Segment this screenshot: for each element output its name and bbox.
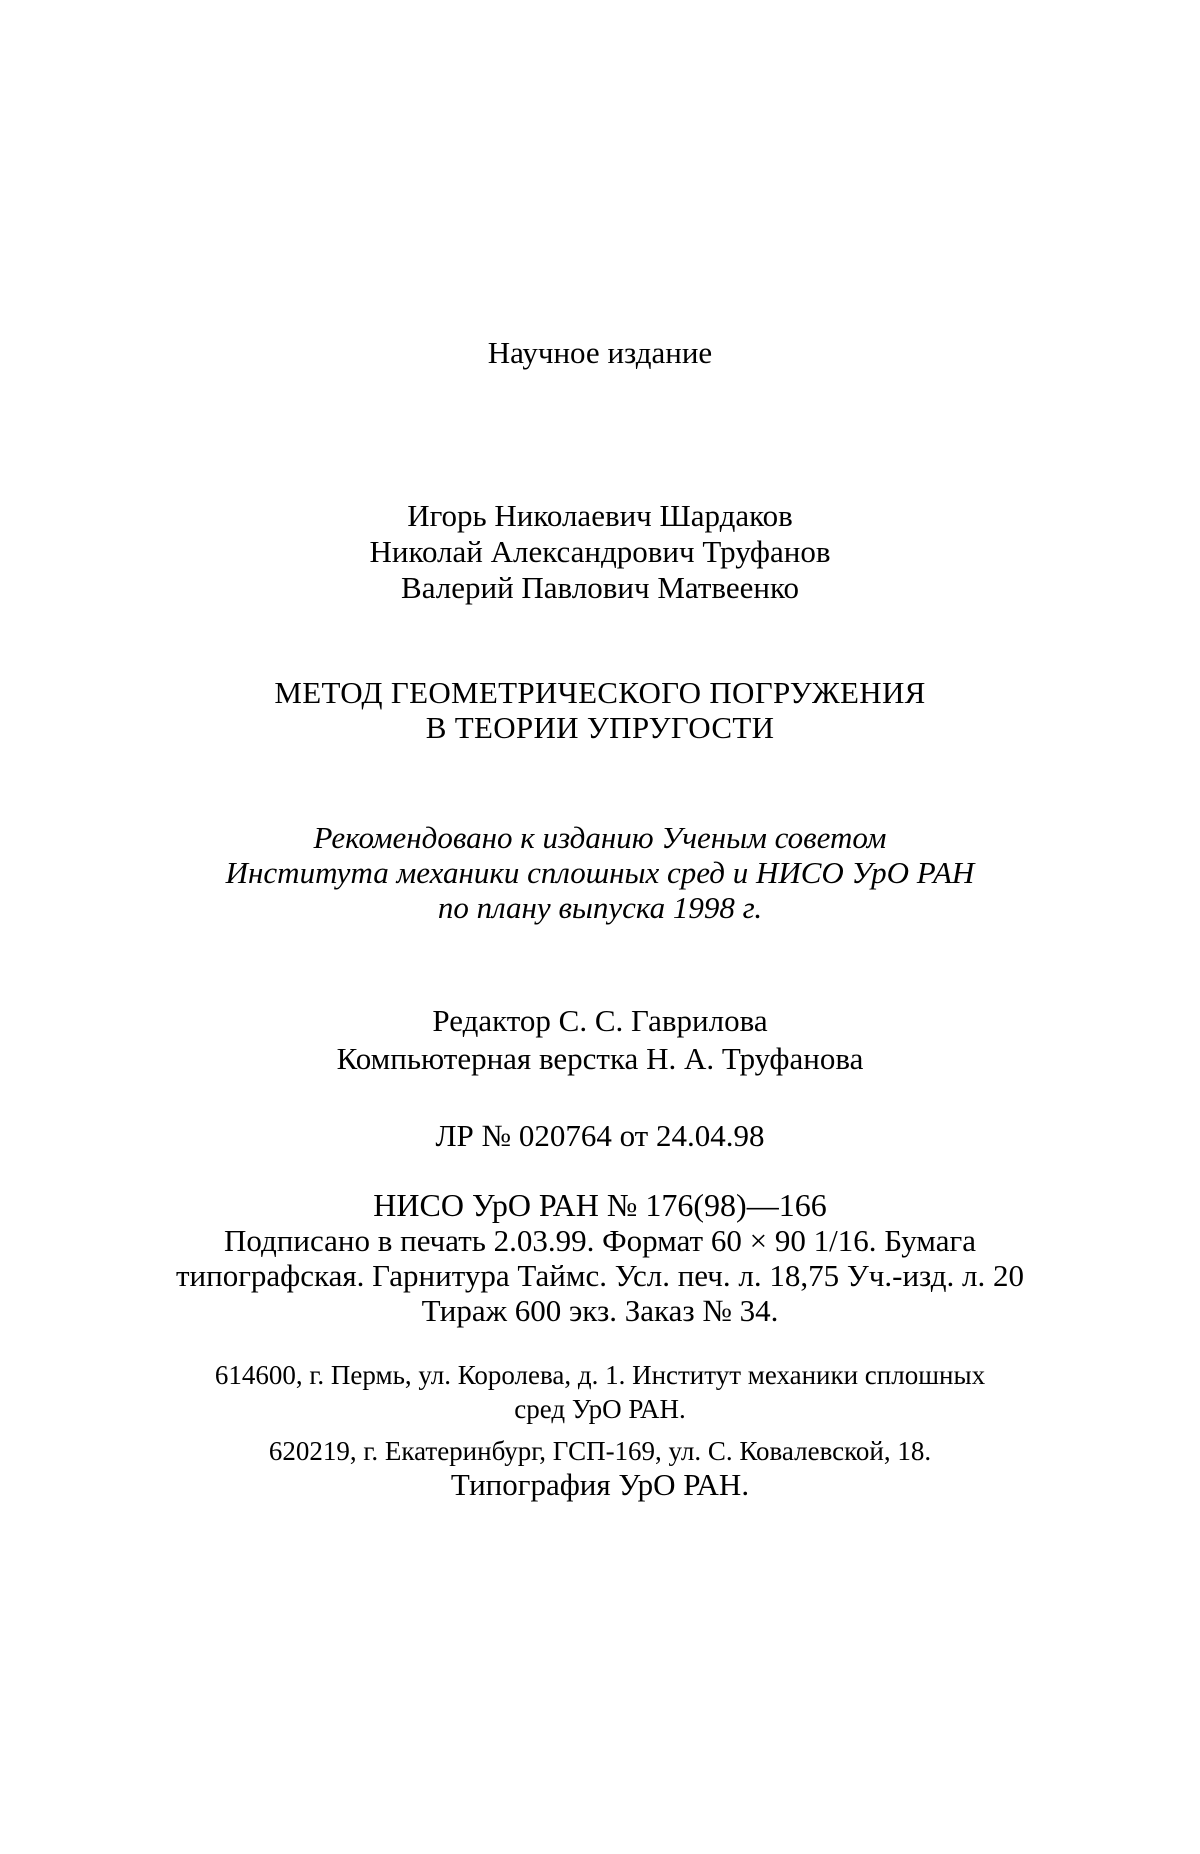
printing-house-address: 620219, г. Екатеринбург, ГСП-169, ул. С. Ковалевской, 18.	[268, 1436, 932, 1466]
author-name: Николай Александрович Труфанов	[369, 534, 831, 569]
author-name: Игорь Николаевич Шардаков	[407, 498, 793, 533]
recommendation-line: Института механики сплошных сред и НИСО УрО РАН	[225, 855, 975, 890]
license-text: ЛР № 020764 от 24.04.98	[435, 1118, 765, 1153]
institute-address: сред УрО РАН.	[514, 1394, 686, 1424]
publication-number: НИСО УрО РАН № 176(98)—166	[373, 1187, 827, 1223]
print-details-line: типографская. Гарнитура Таймс. Усл. печ. л. 18,75 Уч.-изд. л. 20	[175, 1258, 1024, 1293]
license-number	[0, 1118, 1200, 1154]
edition-type	[0, 335, 1200, 371]
recommendation-note	[0, 820, 1200, 925]
printing-house-name: Типография УрО РАН.	[450, 1467, 750, 1502]
institute-address: 614600, г. Пермь, ул. Королева, д. 1. Институт механики сплошных	[214, 1360, 986, 1390]
publication-details	[0, 1188, 1200, 1328]
book-title	[0, 675, 1200, 745]
edition-type-text: Научное издание	[487, 335, 713, 370]
authors-block	[0, 498, 1200, 606]
author-name: Валерий Павлович Матвеенко	[401, 570, 799, 605]
book-title-line: В ТЕОРИИ УПРУГОСТИ	[425, 710, 775, 745]
editor-credit: Редактор С. С. Гаврилова	[432, 1003, 768, 1038]
editors-block	[0, 1002, 1200, 1078]
book-title-line: МЕТОД ГЕОМЕТРИЧЕСКОГО ПОГРУЖЕНИЯ	[274, 675, 926, 710]
addresses-block	[0, 1358, 1200, 1502]
print-run-line: Тираж 600 экз. Заказ № 34.	[421, 1293, 779, 1328]
layout-credit: Компьютерная верстка Н. А. Труфанова	[336, 1041, 864, 1076]
recommendation-line: Рекомендовано к изданию Ученым советом	[313, 820, 887, 855]
print-details-line: Подписано в печать 2.03.99. Формат 60 × 90 1/16. Бумага	[224, 1223, 976, 1258]
recommendation-line: по плану выпуска 1998 г.	[437, 890, 763, 925]
